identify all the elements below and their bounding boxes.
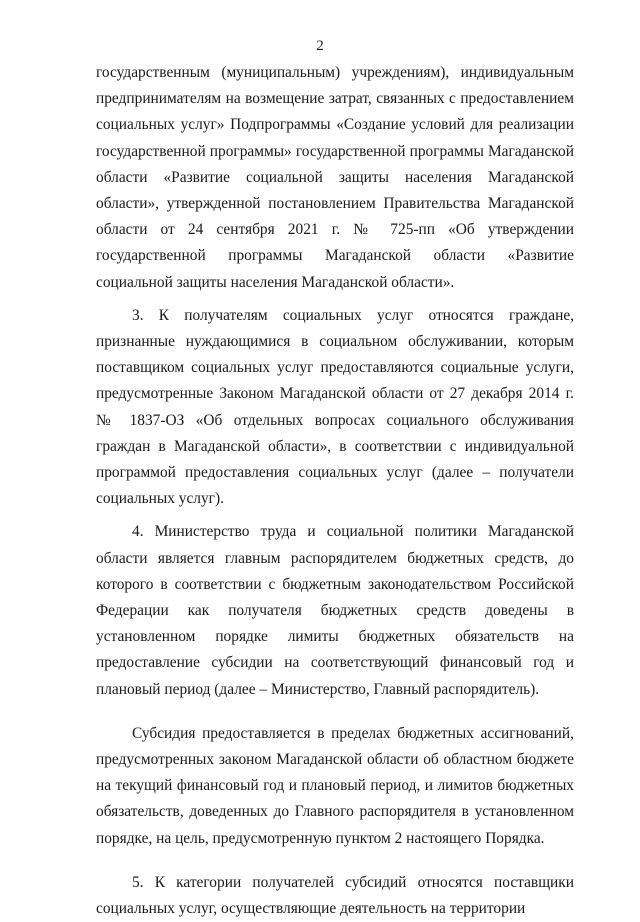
paragraph-item-3: 3. К получателям социальных услуг относятся граждане, признанные нуждающимися в социальном обслуживании, которым поставщиком социальных услуг предоставляются социальные услуги, предусмотренные Законом Магаданской области от 27 декабря 2014 г. № 1837-ОЗ «Об отдельных вопросах социального обслуживания граждан в Магаданской области», в соответствии с индивидуальной программой предоставления социальных услуг (далее – получатели социальных услуг). — [96, 306, 574, 508]
paragraph-continuation: государственным (муниципальным) учреждениям), индивидуальным предпринимателям на возмещение затрат, связанных с предоставлением социальных услуг» Подпрограммы «Создание условий для реализации государственной программы» государственной программы Магаданской области «Развитие социальной защиты населения Магаданской области», утвержденной постановлением Правительства Магаданской области от 24 сентября 2021 г. № 725-пп «Об утверждении государственной программы Магаданской области «Развитие социальной защиты населения Магаданской области». — [96, 64, 574, 291]
paragraph-item-5: 5. К категории получателей субсидий относятся поставщики социальных услуг, осуществляющие деятельность на территории — [96, 873, 574, 918]
document-body — [96, 60, 574, 922]
paragraph-item-4: 4. Министерство труда и социальной политики Магаданской области является главным распорядителем бюджетных средств, до которого в соответствии с бюджетным законодательством Российской Федерации как получателя бюджетных средств доведены в установленном порядке лимиты бюджетных обязательств на предоставление субсидии на соответствующий финансовый год и плановый период (далее – Министерство, Главный распорядитель). — [96, 523, 574, 698]
page-number: 2 — [316, 38, 324, 54]
paragraph-subsidy: Субсидия предоставляется в пределах бюджетных ассигнований, предусмотренных законом Магаданской области об областном бюджете на текущий финансовый год и плановый период, и лимитов бюджетных обязательств, доведенных до Главного распорядителя в установленном порядке, на цель, предусмотренную пунктом 2 настоящего Порядка. — [96, 724, 574, 847]
